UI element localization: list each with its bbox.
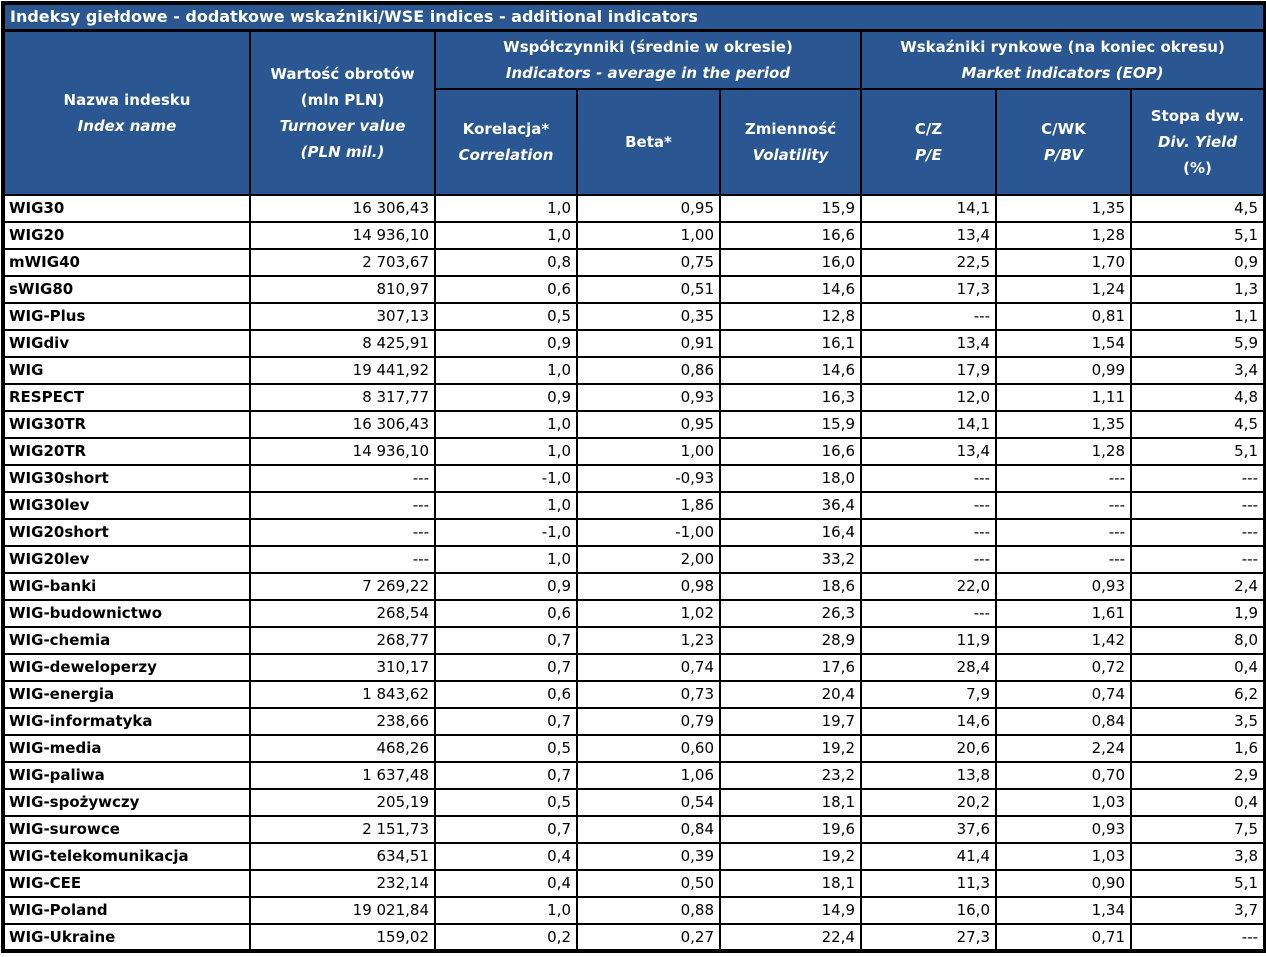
turnover-cell: 2 151,73 [250,816,435,843]
turnover-cell: 14 936,10 [250,222,435,249]
table-row [3,789,1265,816]
correlation-cell: 0,8 [435,249,577,276]
pe-cell: 13,8 [861,762,996,789]
table-row [3,438,1265,465]
div-yield-cell: 6,2 [1131,681,1265,708]
volatility-cell: 19,2 [720,843,861,870]
volatility-cell: 14,6 [720,357,861,384]
pbv-cell: 0,93 [996,573,1131,600]
div-yield-cell: 5,1 [1131,222,1265,249]
volatility-cell: 15,9 [720,411,861,438]
pbv-cell: 1,70 [996,249,1131,276]
pbv-cell: 1,61 [996,600,1131,627]
volatility-cell: 18,1 [720,870,861,897]
div-yield-cell: 2,4 [1131,573,1265,600]
correlation-cell: 0,2 [435,924,577,951]
table-row [3,222,1265,249]
volatility-cell: 19,6 [720,816,861,843]
market-group-label-en: Market indicators (EOP) [961,64,1164,82]
pbv-cell: 1,11 [996,384,1131,411]
div-yield-cell: 3,4 [1131,357,1265,384]
title-row [3,3,1265,31]
group-header-indicators [435,31,861,90]
correlation-cell: -1,0 [435,465,577,492]
volatility-cell: 15,9 [720,195,861,222]
turnover-cell: 268,54 [250,600,435,627]
beta-cell: 0,84 [577,816,720,843]
table-row [3,708,1265,735]
index-name-cell: WIG-chemia [3,627,250,654]
index-name-cell: WIG-paliwa [3,762,250,789]
turnover-label-pl2: (mln PLN) [300,91,385,109]
table-row [3,492,1265,519]
pbv-cell: 1,34 [996,897,1131,924]
div-yield-cell: 5,1 [1131,870,1265,897]
table-row [3,195,1265,222]
turnover-cell: 19 021,84 [250,897,435,924]
pbv-cell: 1,03 [996,789,1131,816]
table-row [3,924,1265,951]
correlation-cell: 0,5 [435,735,577,762]
indicators-group-label-pl: Współczynniki (średnie w okresie) [503,38,793,56]
col-header-pe [861,89,996,195]
div-yield-cell: 4,5 [1131,195,1265,222]
pe-label-en: P/E [915,146,942,164]
pbv-cell: 0,74 [996,681,1131,708]
beta-cell: 0,60 [577,735,720,762]
beta-cell: 0,39 [577,843,720,870]
table-row [3,735,1265,762]
market-group-label-pl: Wskaźniki rynkowe (na koniec okresu) [900,38,1225,56]
index-name-cell: WIG-Poland [3,897,250,924]
div-yield-cell: 0,4 [1131,789,1265,816]
index-name-cell: WIG20short [3,519,250,546]
correlation-cell: 1,0 [435,492,577,519]
pbv-cell: --- [996,546,1131,573]
beta-cell: 0,75 [577,249,720,276]
div-yield-cell: 2,9 [1131,762,1265,789]
pe-cell: 11,9 [861,627,996,654]
correlation-cell: 0,7 [435,654,577,681]
beta-cell: 1,06 [577,762,720,789]
table-row [3,519,1265,546]
index-name-cell: WIG-energia [3,681,250,708]
div-yield-cell: --- [1131,492,1265,519]
div-yield-cell: 3,7 [1131,897,1265,924]
group-header-row [3,31,1265,90]
pbv-cell: 1,03 [996,843,1131,870]
index-name-cell: WIG30short [3,465,250,492]
col-header-beta [577,89,720,195]
div-yield-cell: --- [1131,465,1265,492]
table-row [3,303,1265,330]
volatility-cell: 33,2 [720,546,861,573]
volatility-cell: 16,4 [720,519,861,546]
indices-indicators-table [1,1,1266,953]
index-name-cell: WIG30TR [3,411,250,438]
beta-cell: 1,00 [577,438,720,465]
index-name-cell: WIG-telekomunikacja [3,843,250,870]
volatility-cell: 16,6 [720,222,861,249]
pbv-cell: 0,84 [996,708,1131,735]
turnover-cell: 2 703,67 [250,249,435,276]
pbv-label-pl: C/WK [1041,120,1086,138]
correlation-cell: 1,0 [435,411,577,438]
pe-cell: 12,0 [861,384,996,411]
turnover-cell: 8 425,91 [250,330,435,357]
table-row [3,384,1265,411]
correlation-cell: 1,0 [435,546,577,573]
pbv-cell: 1,54 [996,330,1131,357]
turnover-cell: 14 936,10 [250,438,435,465]
beta-cell: 1,02 [577,600,720,627]
index-name-cell: mWIG40 [3,249,250,276]
beta-cell: 0,93 [577,384,720,411]
table-row [3,411,1265,438]
beta-cell: 2,00 [577,546,720,573]
pe-cell: 17,9 [861,357,996,384]
index-name-cell: WIG-Ukraine [3,924,250,951]
pe-cell: 14,1 [861,195,996,222]
pbv-cell: --- [996,492,1131,519]
index-name-cell: WIG [3,357,250,384]
index-name-cell: WIG-informatyka [3,708,250,735]
index-name-cell: WIG-surowce [3,816,250,843]
index-name-cell: WIG-media [3,735,250,762]
correlation-cell: 1,0 [435,897,577,924]
beta-cell: 0,95 [577,411,720,438]
pbv-cell: 0,70 [996,762,1131,789]
volatility-cell: 12,8 [720,303,861,330]
pe-label-pl: C/Z [914,120,943,138]
table-row [3,546,1265,573]
pe-cell: 13,4 [861,438,996,465]
volatility-cell: 14,9 [720,897,861,924]
correlation-cell: 0,7 [435,762,577,789]
beta-cell: -1,00 [577,519,720,546]
correlation-cell: 0,6 [435,681,577,708]
col-header-correlation [435,89,577,195]
pe-cell: 27,3 [861,924,996,951]
correlation-cell: 0,7 [435,816,577,843]
table-row [3,816,1265,843]
turnover-cell: 232,14 [250,870,435,897]
turnover-cell: 310,17 [250,654,435,681]
pbv-cell: 0,93 [996,816,1131,843]
volatility-cell: 18,6 [720,573,861,600]
index-name-cell: WIG30 [3,195,250,222]
turnover-cell: 468,26 [250,735,435,762]
div-yield-cell: 4,5 [1131,411,1265,438]
pbv-cell: 0,71 [996,924,1131,951]
pe-cell: 37,6 [861,816,996,843]
beta-cell: 0,73 [577,681,720,708]
index-name-cell: WIG-deweloperzy [3,654,250,681]
index-name-cell: WIG20lev [3,546,250,573]
beta-cell: 0,88 [577,897,720,924]
div-yield-cell: 5,9 [1131,330,1265,357]
div-yield-label-en: Div. Yield [1157,133,1238,151]
correlation-cell: 1,0 [435,222,577,249]
correlation-cell: 1,0 [435,357,577,384]
beta-cell: -0,93 [577,465,720,492]
turnover-cell: 159,02 [250,924,435,951]
pe-cell: 20,6 [861,735,996,762]
beta-cell: 1,86 [577,492,720,519]
correlation-cell: 0,9 [435,573,577,600]
volatility-cell: 22,4 [720,924,861,951]
correlation-cell: 0,7 [435,708,577,735]
correlation-cell: -1,0 [435,519,577,546]
pe-cell: 28,4 [861,654,996,681]
div-yield-cell: 3,8 [1131,843,1265,870]
pe-cell: --- [861,303,996,330]
volatility-cell: 16,1 [720,330,861,357]
table-row [3,465,1265,492]
table-title: Indeksy giełdowe - dodatkowe wskaźniki/WSE indices - additional indicators [3,3,1265,31]
div-yield-cell: 7,5 [1131,816,1265,843]
beta-cell: 0,86 [577,357,720,384]
pe-cell: --- [861,492,996,519]
index-name-cell: WIG-spożywczy [3,789,250,816]
beta-cell: 0,50 [577,870,720,897]
correlation-cell: 0,9 [435,330,577,357]
beta-cell: 0,51 [577,276,720,303]
turnover-cell: --- [250,546,435,573]
pe-cell: 20,2 [861,789,996,816]
indicators-group-label-en: Indicators - average in the period [505,64,791,82]
index-name-cell: WIG-budownictwo [3,600,250,627]
div-yield-cell: 1,1 [1131,303,1265,330]
pe-cell: 13,4 [861,222,996,249]
correlation-cell: 0,4 [435,870,577,897]
table-row [3,330,1265,357]
correlation-cell: 0,4 [435,843,577,870]
pe-cell: --- [861,465,996,492]
pbv-cell: 0,90 [996,870,1131,897]
correlation-cell: 0,9 [435,384,577,411]
volatility-cell: 16,6 [720,438,861,465]
table-row [3,276,1265,303]
volatility-label-en: Volatility [752,146,829,164]
pbv-cell: 1,42 [996,627,1131,654]
correlation-cell: 0,6 [435,600,577,627]
index-name-cell: WIGdiv [3,330,250,357]
volatility-cell: 23,2 [720,762,861,789]
table-row [3,762,1265,789]
turnover-cell: 634,51 [250,843,435,870]
turnover-cell: --- [250,492,435,519]
div-yield-cell: 1,3 [1131,276,1265,303]
volatility-cell: 18,1 [720,789,861,816]
turnover-cell: 238,66 [250,708,435,735]
pbv-cell: 1,28 [996,438,1131,465]
div-yield-cell: 1,9 [1131,600,1265,627]
beta-cell: 0,95 [577,195,720,222]
pbv-cell: 1,35 [996,411,1131,438]
col-header-volatility [720,89,861,195]
table-row [3,681,1265,708]
volatility-cell: 26,3 [720,600,861,627]
turnover-cell: 7 269,22 [250,573,435,600]
col-header-index-name [3,31,250,196]
correlation-cell: 0,7 [435,627,577,654]
div-yield-cell: 1,6 [1131,735,1265,762]
turnover-cell: 268,77 [250,627,435,654]
table-row [3,627,1265,654]
pbv-cell: --- [996,519,1131,546]
index-name-cell: WIG20TR [3,438,250,465]
volatility-cell: 16,0 [720,249,861,276]
group-header-market [861,31,1265,90]
pbv-cell: 0,81 [996,303,1131,330]
pe-cell: 11,3 [861,870,996,897]
div-yield-cell: 8,0 [1131,627,1265,654]
index-name-cell: RESPECT [3,384,250,411]
table-row [3,573,1265,600]
turnover-cell: 1 637,48 [250,762,435,789]
pe-cell: 16,0 [861,897,996,924]
pe-cell: --- [861,546,996,573]
volatility-cell: 20,4 [720,681,861,708]
pe-cell: 22,5 [861,249,996,276]
correlation-cell: 0,6 [435,276,577,303]
turnover-cell: 307,13 [250,303,435,330]
pe-cell: 7,9 [861,681,996,708]
table-row [3,843,1265,870]
div-yield-unit: (%) [1183,159,1212,177]
index-name-cell: WIG20 [3,222,250,249]
col-header-div-yield [1131,89,1265,195]
correlation-cell: 0,5 [435,303,577,330]
index-name-cell: WIG30lev [3,492,250,519]
col-header-pbv [996,89,1131,195]
pbv-cell: 1,35 [996,195,1131,222]
beta-cell: 0,74 [577,654,720,681]
table-row [3,870,1265,897]
beta-cell: 1,23 [577,627,720,654]
correlation-cell: 1,0 [435,195,577,222]
div-yield-label-pl: Stopa dyw. [1150,107,1245,125]
pbv-label-en: P/BV [1044,146,1083,164]
index-name-label-pl: Nazwa indesku [63,91,191,109]
turnover-cell: 8 317,77 [250,384,435,411]
volatility-cell: 28,9 [720,627,861,654]
volatility-cell: 18,0 [720,465,861,492]
pbv-cell: 0,72 [996,654,1131,681]
table-row [3,654,1265,681]
table-row [3,249,1265,276]
div-yield-cell: 4,8 [1131,384,1265,411]
pe-cell: --- [861,600,996,627]
turnover-label-pl1: Wartość obrotów [270,65,415,83]
div-yield-cell: --- [1131,519,1265,546]
index-name-cell: WIG-CEE [3,870,250,897]
turnover-cell: 205,19 [250,789,435,816]
pbv-cell: 1,24 [996,276,1131,303]
table-row [3,357,1265,384]
pe-cell: 13,4 [861,330,996,357]
div-yield-cell: 0,4 [1131,654,1265,681]
beta-cell: 0,54 [577,789,720,816]
index-name-cell: WIG-banki [3,573,250,600]
beta-cell: 0,35 [577,303,720,330]
correlation-cell: 0,5 [435,789,577,816]
volatility-label-pl: Zmienność [744,120,837,138]
volatility-cell: 19,7 [720,708,861,735]
pbv-cell: --- [996,465,1131,492]
col-header-turnover [250,31,435,196]
pbv-cell: 2,24 [996,735,1131,762]
volatility-cell: 36,4 [720,492,861,519]
beta-cell: 0,91 [577,330,720,357]
beta-cell: 0,98 [577,573,720,600]
turnover-label-en2: (PLN mil.) [300,143,385,161]
volatility-cell: 16,3 [720,384,861,411]
pe-cell: 22,0 [861,573,996,600]
pe-cell: 14,1 [861,411,996,438]
turnover-cell: --- [250,465,435,492]
volatility-cell: 17,6 [720,654,861,681]
index-name-label-en: Index name [77,117,177,135]
correlation-label-pl: Korelacja* [462,120,550,138]
volatility-cell: 14,6 [720,276,861,303]
turnover-cell: 16 306,43 [250,195,435,222]
table-row [3,600,1265,627]
turnover-cell: 810,97 [250,276,435,303]
table-row [3,897,1265,924]
div-yield-cell: 3,5 [1131,708,1265,735]
pe-cell: 14,6 [861,708,996,735]
turnover-cell: 16 306,43 [250,411,435,438]
beta-cell: 0,27 [577,924,720,951]
pbv-cell: 1,28 [996,222,1131,249]
beta-cell: 1,00 [577,222,720,249]
turnover-cell: --- [250,519,435,546]
turnover-cell: 19 441,92 [250,357,435,384]
volatility-cell: 19,2 [720,735,861,762]
div-yield-cell: 0,9 [1131,249,1265,276]
index-name-cell: WIG-Plus [3,303,250,330]
div-yield-cell: --- [1131,546,1265,573]
table-body [3,195,1265,951]
pe-cell: --- [861,519,996,546]
div-yield-cell: --- [1131,924,1265,951]
pe-cell: 41,4 [861,843,996,870]
div-yield-cell: 5,1 [1131,438,1265,465]
correlation-cell: 1,0 [435,438,577,465]
pe-cell: 17,3 [861,276,996,303]
turnover-cell: 1 843,62 [250,681,435,708]
correlation-label-en: Correlation [458,146,554,164]
pbv-cell: 0,99 [996,357,1131,384]
beta-cell: 0,79 [577,708,720,735]
turnover-label-en1: Turnover value [279,117,406,135]
beta-label: Beta* [625,133,672,151]
index-name-cell: sWIG80 [3,276,250,303]
